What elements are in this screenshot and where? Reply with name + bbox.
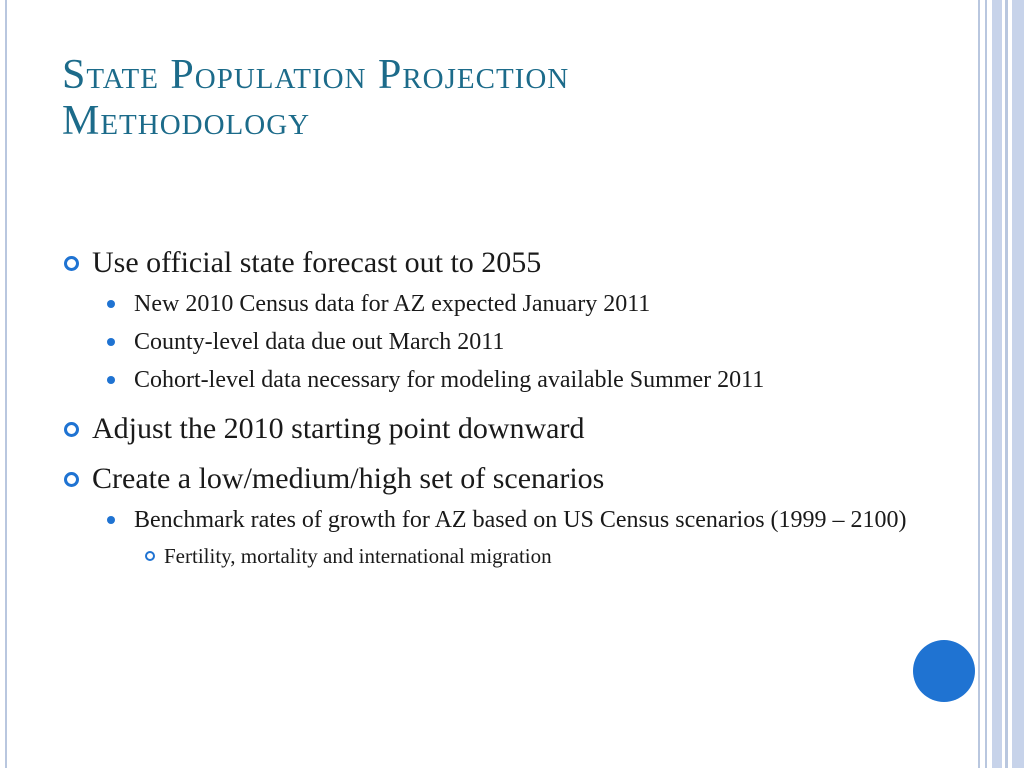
bullet-text: County-level data due out March 2011 [134,329,505,355]
bullet-level2-3 [62,363,962,397]
bullet-text: Cohort-level data necessary for modeling available Summer 2011 [134,367,765,393]
ring-bullet-icon [64,256,79,271]
bullet-level1-3 [62,459,962,499]
bullet-text: Use official state forecast out to 2055 [92,246,542,279]
dot-bullet-icon [107,376,115,384]
slide-title-line-2: Methodology [62,98,311,145]
right-stripe-2 [985,0,987,768]
slide-title-line-1: State Population Projection [62,52,570,98]
right-stripe-3 [992,0,1002,768]
dot-bullet-icon [107,300,115,308]
bullet-level1-2 [62,409,962,449]
left-border-line [5,0,7,768]
slide-body [62,243,962,571]
bullet-level2-2 [62,325,962,359]
bullet-text: Fertility, mortality and international migration [164,544,552,568]
bullet-level1-1 [62,243,962,283]
bullet-level2-4 [62,503,962,537]
bullet-text: Benchmark rates of growth for AZ based on US Census scenarios (1999 – 2100) [134,507,907,533]
decorative-circle [913,640,975,702]
ring-bullet-icon [64,472,79,487]
dot-bullet-icon [107,338,115,346]
bullet-text: New 2010 Census data for AZ expected January 2011 [134,291,651,317]
bullet-level3-1 [62,541,962,571]
small-ring-bullet-icon [145,551,155,561]
slide-title [62,52,922,144]
bullet-level2-1 [62,287,962,321]
ring-bullet-icon [64,422,79,437]
bullet-text: Adjust the 2010 starting point downward [92,412,585,445]
bullet-text: Create a low/medium/high set of scenarios [92,462,605,495]
dot-bullet-icon [107,516,115,524]
right-stripe-5 [1012,0,1024,768]
right-stripe-4 [1005,0,1008,768]
right-stripe-1 [978,0,980,768]
